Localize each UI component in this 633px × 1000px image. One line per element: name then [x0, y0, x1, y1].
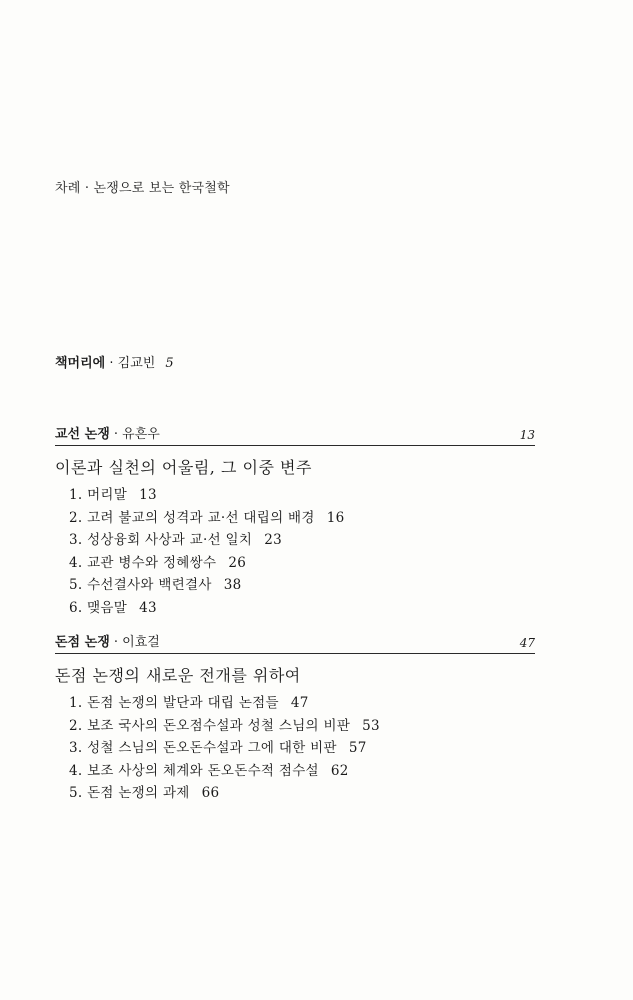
- toc-item[interactable]: [69, 507, 535, 530]
- toc-section-gyoseon: [55, 425, 535, 619]
- toc-item-page: 57: [348, 740, 367, 756]
- toc-item-page: 26: [228, 554, 247, 571]
- section-separator: ·: [109, 427, 123, 442]
- running-head: 차례 · 논쟁으로 보는 한국철학: [55, 181, 230, 196]
- toc-item[interactable]: [69, 782, 535, 805]
- toc-item-text: 6. 맺음말: [69, 599, 128, 616]
- toc-item-text: 2. 보조 국사의 돈오점수설과 성철 스님의 비판: [69, 717, 351, 734]
- section-label: [55, 423, 160, 442]
- toc-item[interactable]: [69, 692, 535, 715]
- section-separator: ·: [109, 635, 123, 650]
- toc-item-text: 1. 머리말: [69, 487, 128, 503]
- preface-page-number: 5: [165, 356, 174, 371]
- toc-item-page: 62: [330, 762, 349, 779]
- section-header: [55, 425, 535, 446]
- toc-item-text: 5. 수선결사와 백련결사: [69, 577, 212, 593]
- toc-item[interactable]: [69, 737, 535, 760]
- toc-item[interactable]: [69, 529, 535, 552]
- toc-item-page: 16: [326, 509, 345, 526]
- section-header: [55, 633, 535, 654]
- section-title[interactable]: 돈점 논쟁의 새로운 전개를 위하여: [55, 666, 301, 685]
- toc-section-donjeom: [55, 633, 535, 805]
- section-author: 이효걸: [122, 635, 160, 650]
- toc-item[interactable]: [69, 574, 535, 597]
- preface-label: 책머리에: [55, 356, 106, 371]
- toc-item-page: 23: [264, 532, 282, 548]
- toc-item[interactable]: [69, 715, 535, 738]
- toc-item-page: 38: [223, 577, 242, 593]
- toc-item-page: 47: [290, 695, 309, 711]
- section-name: 돈점 논쟁: [55, 635, 110, 650]
- toc-item-text: 4. 보조 사상의 체계와 돈오돈수적 점수설: [69, 762, 319, 779]
- section-title[interactable]: 이론과 실천의 어울림, 그 이중 변주: [55, 458, 312, 477]
- toc-item[interactable]: [69, 484, 535, 507]
- toc-item-text: 1. 돈점 논쟁의 발단과 대립 논점들: [69, 695, 279, 711]
- toc-item-text: 3. 성철 스님의 돈오돈수설과 그에 대한 비판: [69, 740, 337, 756]
- toc-item[interactable]: [69, 552, 535, 575]
- section-page-number: 47: [519, 636, 535, 650]
- toc-item-text: 4. 교관 병수와 정혜쌍수: [69, 554, 217, 571]
- section-name: 교선 논쟁: [55, 427, 110, 442]
- preface-separator: ·: [105, 356, 118, 371]
- toc-item-page: 13: [139, 487, 157, 503]
- toc-item[interactable]: [69, 760, 535, 783]
- toc-item-page: 66: [201, 785, 220, 801]
- section-author: 유흔우: [122, 427, 160, 442]
- toc-item-text: 5. 돈점 논쟁의 과제: [69, 785, 190, 801]
- toc-item-text: 3. 성상융회 사상과 교·선 일치: [69, 532, 253, 548]
- section-label: [55, 631, 160, 650]
- toc-item-text: 2. 고려 불교의 성격과 교·선 대립의 배경: [69, 509, 315, 526]
- toc-item-page: 53: [362, 717, 380, 734]
- preface-entry[interactable]: [55, 352, 174, 371]
- section-page-number: 13: [519, 428, 535, 442]
- toc-item-list: [55, 692, 535, 805]
- preface-author: 김교빈: [117, 356, 156, 371]
- toc-item-page: 43: [139, 599, 157, 616]
- toc-item-list: [55, 484, 535, 619]
- toc-item[interactable]: [69, 597, 535, 620]
